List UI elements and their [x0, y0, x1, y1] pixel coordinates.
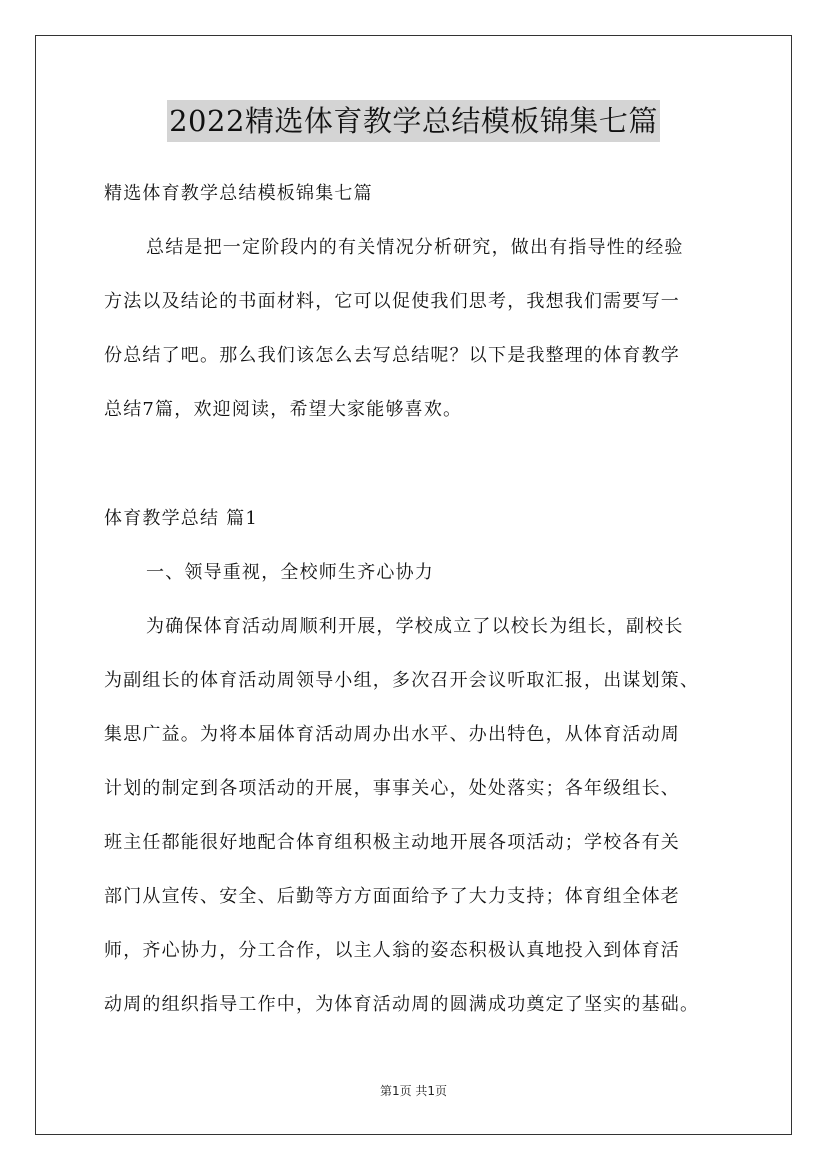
body-line: 部门从宣传、安全、后勤等方方面面给予了大力支持；体育组全体老	[104, 886, 680, 907]
subheading: 一、领导重视，全校师生齐心协力	[146, 562, 434, 583]
document-title: 2022精选体育教学总结模板锦集七篇	[167, 100, 660, 142]
section-heading: 体育教学总结 篇1	[104, 508, 258, 529]
body-line: 为确保体育活动周顺利开展，学校成立了以校长为组长，副校长	[146, 616, 684, 637]
body-line: 动周的组织指导工作中，为体育活动周的圆满成功奠定了坚实的基础。	[104, 994, 700, 1015]
title-container	[0, 100, 827, 142]
intro-line: 总结7篇，欢迎阅读，希望大家能够喜欢。	[104, 399, 463, 420]
intro-line: 份总结了吧。那么我们该怎么去写总结呢？以下是我整理的体育教学	[104, 345, 680, 366]
body-line: 集思广益。为将本届体育活动周办出水平、办出特色，从体育活动周	[104, 724, 680, 745]
body-line: 计划的制定到各项活动的开展，事事关心，处处落实；各年级组长、	[104, 778, 680, 799]
body-line: 班主任都能很好地配合体育组积极主动地开展各项活动；学校各有关	[104, 832, 680, 853]
body-line: 为副组长的体育活动周领导小组，多次召开会议听取汇报，出谋划策、	[104, 670, 700, 691]
intro-line: 方法以及结论的书面材料，它可以促使我们思考，我想我们需要写一	[104, 291, 680, 312]
page-footer: 第1页 共1页	[379, 1084, 448, 1098]
body-line: 师，齐心协力，分工合作，以主人翁的姿态积极认真地投入到体育活	[104, 940, 680, 961]
document-subtitle: 精选体育教学总结模板锦集七篇	[104, 183, 373, 204]
intro-line: 总结是把一定阶段内的有关情况分析研究，做出有指导性的经验	[146, 237, 684, 258]
